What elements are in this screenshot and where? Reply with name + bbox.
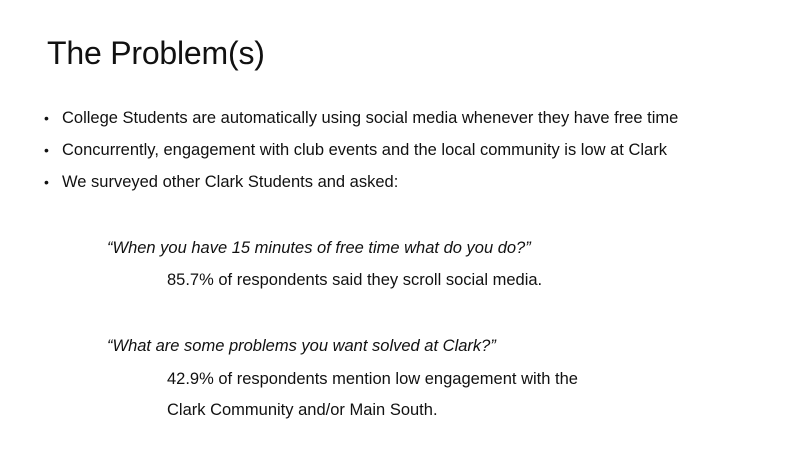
- survey-answer-2-line-1: 42.9% of respondents mention low engagement with the: [167, 370, 578, 388]
- slide-title: The Problem(s): [47, 35, 265, 71]
- survey-question-2: “What are some problems you want solved at Clark?”: [107, 337, 496, 355]
- survey-answer-1: 85.7% of respondents said they scroll social media.: [167, 271, 543, 289]
- bullet-item: [44, 138, 678, 170]
- bullet-text: College Students are automatically using social media whenever they have free time: [62, 109, 679, 127]
- bullet-item: [44, 170, 678, 202]
- bullet-text: We surveyed other Clark Students and asked:: [62, 173, 399, 191]
- bullet-marker-icon: •: [44, 110, 49, 126]
- survey-question-1: “When you have 15 minutes of free time what do you do?”: [107, 239, 531, 257]
- bullet-marker-icon: •: [44, 174, 49, 190]
- survey-answer-2-line-2: Clark Community and/or Main South.: [167, 401, 438, 419]
- bullet-marker-icon: •: [44, 142, 49, 158]
- bullet-list: [44, 106, 678, 202]
- bullet-text: Concurrently, engagement with club events and the local community is low at Clark: [62, 141, 667, 159]
- bullet-item: [44, 106, 678, 138]
